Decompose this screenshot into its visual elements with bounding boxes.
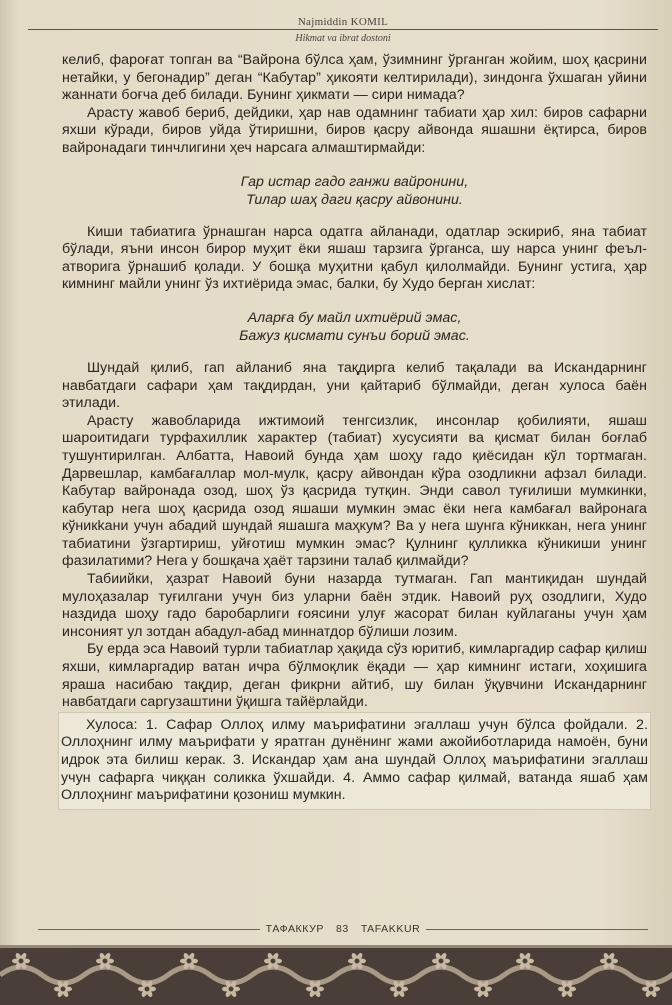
paragraph: Арасту жавобларида ижтимоий тенгсизлик, инсонлар қобилияти, яшаш шароитидаги турфахиллик характер (табиат) хусусияти ва қисмат билан боғлаб тушунтирилган. Албатта, Навоий бунда ҳам шоҳу гадо қиёсидан кўл тортмаган. Дарвешлар, камбағаллар мол-мулк, қасру айвондан кўра озодликни афзал билади. Кабутар вайронада озод, шоҳ ўз қасрида тутқин. Энди савол туғилиши мумкинки, кабутар нега шоҳ қасрида озод яшаши мумкин эмас ёки нега камбағал вайронага кўникkани учун абадий шундай яшашга маҳкум? Ва у нега шунга кўниккан, нега унинг табиатини ўзгартириш, уйғотиш мумкин эмас? Қулнинг қулликка кўникиши унинг фазилатими? Нега у бошқача ҳаёт тарзини талаб қилмайди? [62, 412, 647, 570]
verse-line: Тилар шаҳ даги қасру айвонини. [246, 191, 463, 208]
paragraph: Табиийки, ҳазрат Навоий буни назарда тутмаган. Гап мантиқидан шундай мулоҳазалар туғилгани учун биз уларни баён этдик. Навоий руҳ озодлиги, Худо наздида шоҳу гадо баробарлиги ғоясини улуғ жасорат билан куйлаганы учун ҳам инсоният ул зотдан абадул-абад миннатдор бўлиши лозим. [62, 571, 647, 640]
running-header [28, 16, 658, 50]
header-rule [28, 29, 658, 30]
verse-line: Гар истар гадо ганжи вайронини, [240, 173, 469, 190]
decorative-ornament-border [0, 945, 672, 1005]
paragraph: Киши табиатига ўрнашган нарса одатга айланади, одатлар эскириб, яна табиат бўлади, яъни инсон бирор муҳит ёки яшаш тарзига ўрганса, шу нарса унинг феъл-атворига ўрнашиб қолади. У бошқа муҳитни қабул қилолмайди. Бунинг устига, ҳар кимнинг майли унинг ўз ихтиёрида эмас, балки, бу Худо берган хислат: [62, 223, 647, 293]
verse-block [62, 173, 647, 209]
footer-rule-left [38, 929, 260, 930]
paragraph: келиб, фароғат топган ва “Вайрона бўлса ҳам, ўзимнинг ўрганган жойим, шоҳ қасрини нетайки, у бегонадир” деган “Кабутар” ҳикояти келтирилади), зиндонга ўхшаган уйини жаннати боғча деб билади. Бунинг ҳикмати — сири нимада? [62, 52, 647, 104]
verse-line: Аларға бу майл ихтиёрий эмас, [247, 309, 462, 326]
verse-block [62, 309, 647, 345]
paragraph: Шундай қилиб, гап айланиб яна тақдирга келиб тақалади ва Искандарнинг навбатдаги сафари ҳам тақдирдан, уни қайтариб бўлмайди, деган хулоса баён этилади. [62, 359, 647, 412]
article-body [62, 52, 647, 810]
verse-line: Бажуз қисмати сунъи борий эмас. [239, 327, 470, 344]
footer-journal-cyrillic: ТАФАККУР [265, 923, 324, 935]
paragraph: Бу ерда эса Навоий турли табиатлар ҳақида сўз юритиб, кимларгадир сафар қилиш яхши, кимларгадир ватан ичра бўлмоқлик ёқади — ҳар кимнинг истаги, хоҳишига яраша насибаю тақдир, деган фикрни айтиб, шу билан ўқувчини Искандарнинг навбатдаги саргузаштини ўқишга тайёрлайди. [62, 641, 647, 711]
page-number: 83 [335, 923, 349, 935]
conclusion-box [58, 712, 651, 810]
conclusion-text: Хулоса: 1. Сафар Оллоҳ илму маърифатини эгаллаш учун бўлса фойдали. 2. Оллоҳнинг илму маърифати у яратган дунёнинг жами ажойиботларида намоён, буни идрок эта билиш керак. 3. Искандар ҳам ана шундай Оллоҳ маърифатини эгаллаш учун сафарга чиққан соликка ўхшайди. 4. Аммо сафар қилмай, ватанда яшаб ҳам Оллоҳнинг маърифатини қозониш мумкин. [61, 716, 648, 804]
footer-journal-latin: TAFAKKUR [360, 923, 421, 935]
footer-rule-right [426, 929, 648, 930]
header-subtitle: Hikmat va ibrat dostoni [295, 33, 391, 44]
paragraph: Арасту жавоб бериб, дейдики, ҳар нав одамнинг табиати ҳар хил: биров сафарни яхши кўради, биров уйда ўтиришни, биров қасру айвонда яшашни ёқтирса, биров вайронадаги тинчлигини ҳеч нарсага алмаштирмайди: [62, 104, 647, 156]
page-footer [38, 920, 648, 938]
header-author: Najmiddin KOMIL [297, 16, 389, 28]
floral-ornament-icon [0, 945, 672, 1005]
